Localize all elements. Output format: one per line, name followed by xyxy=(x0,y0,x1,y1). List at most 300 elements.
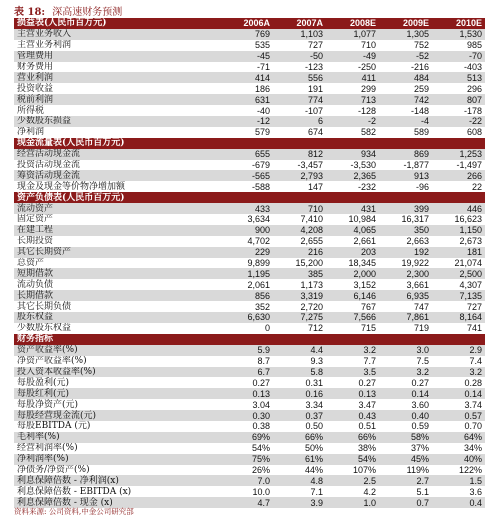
value-cell: 40% xyxy=(432,454,485,465)
value-cell: 774 xyxy=(273,94,326,105)
table-row xyxy=(14,105,485,116)
value-cell: 1,150 xyxy=(432,225,485,236)
value-cell: 3,152 xyxy=(326,279,379,290)
value-cell: 752 xyxy=(379,40,432,51)
row-label: 净利润率(%) xyxy=(14,454,220,465)
row-label: 主营业务利润 xyxy=(14,40,220,51)
value-cell: 7.1 xyxy=(273,486,326,497)
section-title: 资产负债表(人民币百万元) xyxy=(14,192,220,203)
value-cell: 10,984 xyxy=(326,214,379,225)
value-cell: 812 xyxy=(273,149,326,160)
value-cell: 61% xyxy=(273,454,326,465)
value-cell: 15,200 xyxy=(273,258,326,269)
row-label: 税前利润 xyxy=(14,94,220,105)
value-cell: 7.5 xyxy=(379,356,432,367)
value-cell: -250 xyxy=(326,62,379,73)
value-cell: -148 xyxy=(379,105,432,116)
value-cell: 122% xyxy=(432,465,485,476)
value-cell: -1,497 xyxy=(432,160,485,171)
table-row xyxy=(14,127,485,138)
value-cell: 2,663 xyxy=(379,236,432,247)
value-cell: 0.14 xyxy=(432,388,485,399)
table-row xyxy=(14,62,485,73)
value-cell: 2,061 xyxy=(220,279,273,290)
year-header: 2009E xyxy=(379,18,432,29)
value-cell: 3.47 xyxy=(326,399,379,410)
value-cell: 54% xyxy=(326,454,379,465)
value-cell: -70 xyxy=(432,51,485,62)
value-cell: 0.14 xyxy=(379,388,432,399)
empty-cell xyxy=(379,334,432,345)
value-cell: 0 xyxy=(220,323,273,334)
table-row xyxy=(14,247,485,258)
value-cell: 0.31 xyxy=(273,377,326,388)
value-cell: 2,720 xyxy=(273,301,326,312)
value-cell: 0.7 xyxy=(379,497,432,508)
table-row xyxy=(14,258,485,269)
value-cell: 767 xyxy=(326,301,379,312)
table-row xyxy=(14,432,485,443)
empty-cell xyxy=(432,334,485,345)
empty-cell xyxy=(379,192,432,203)
value-cell: 0.28 xyxy=(432,377,485,388)
value-cell: -12 xyxy=(220,116,273,127)
table-row xyxy=(14,301,485,312)
value-cell: 0.70 xyxy=(432,421,485,432)
value-cell: 4.8 xyxy=(273,475,326,486)
value-cell: 0.59 xyxy=(379,421,432,432)
value-cell: 3.2 xyxy=(432,367,485,378)
table-row xyxy=(14,421,485,432)
table-row xyxy=(14,225,485,236)
empty-cell xyxy=(432,192,485,203)
value-cell: -232 xyxy=(326,181,379,192)
empty-cell xyxy=(379,138,432,149)
row-label: 长期借款 xyxy=(14,290,220,301)
value-cell: 2.5 xyxy=(326,475,379,486)
value-cell: 6,146 xyxy=(326,290,379,301)
value-cell: 2,000 xyxy=(326,268,379,279)
row-label: 流动负债 xyxy=(14,279,220,290)
value-cell: 7,861 xyxy=(379,312,432,323)
value-cell: 3,634 xyxy=(220,214,273,225)
value-cell: -71 xyxy=(220,62,273,73)
empty-cell xyxy=(273,334,326,345)
value-cell: 1,103 xyxy=(273,29,326,40)
row-label: 其它长期资产 xyxy=(14,247,220,258)
table-row xyxy=(14,116,485,127)
value-cell: -128 xyxy=(326,105,379,116)
value-cell: 1,077 xyxy=(326,29,379,40)
value-cell: 4.2 xyxy=(326,486,379,497)
value-cell: 913 xyxy=(379,170,432,181)
value-cell: 21,074 xyxy=(432,258,485,269)
value-cell: 2,365 xyxy=(326,170,379,181)
value-cell: 0.30 xyxy=(220,410,273,421)
value-cell: 10.0 xyxy=(220,486,273,497)
row-label: 投入资本收益率(%) xyxy=(14,367,220,378)
table-title-label: 表 18: xyxy=(14,7,46,18)
value-cell: 22 xyxy=(432,181,485,192)
table-row xyxy=(14,279,485,290)
value-cell: 5.9 xyxy=(220,345,273,356)
row-label: 短期借款 xyxy=(14,268,220,279)
value-cell: 66% xyxy=(326,432,379,443)
value-cell: 0.27 xyxy=(220,377,273,388)
row-label: 在建工程 xyxy=(14,225,220,236)
empty-cell xyxy=(432,138,485,149)
table-row xyxy=(14,443,485,454)
row-label: 固定资产 xyxy=(14,214,220,225)
value-cell: 582 xyxy=(326,127,379,138)
value-cell: 107% xyxy=(326,465,379,476)
value-cell: 900 xyxy=(220,225,273,236)
value-cell: 869 xyxy=(379,149,432,160)
value-cell: 807 xyxy=(432,94,485,105)
value-cell: -52 xyxy=(379,51,432,62)
row-label: 利息保障倍数 - 现金 (x) xyxy=(14,497,220,508)
value-cell: 181 xyxy=(432,247,485,258)
section-header-row xyxy=(14,192,485,203)
value-cell: 7.7 xyxy=(326,356,379,367)
year-header: 2010E xyxy=(432,18,485,29)
value-cell: 631 xyxy=(220,94,273,105)
value-cell: 2.9 xyxy=(432,345,485,356)
value-cell: 0.4 xyxy=(432,497,485,508)
row-label: 每股净资产(元) xyxy=(14,399,220,410)
value-cell: 1,305 xyxy=(379,29,432,40)
value-cell: 579 xyxy=(220,127,273,138)
value-cell: 4,307 xyxy=(432,279,485,290)
row-label: 股东权益 xyxy=(14,312,220,323)
value-cell: 0.27 xyxy=(379,377,432,388)
table-row xyxy=(14,465,485,476)
value-cell: 26% xyxy=(220,465,273,476)
row-label: 投资收益 xyxy=(14,83,220,94)
row-label: 营业利润 xyxy=(14,72,220,83)
value-cell: -45 xyxy=(220,51,273,62)
value-cell: 7.0 xyxy=(220,475,273,486)
value-cell: 608 xyxy=(432,127,485,138)
table-row xyxy=(14,410,485,421)
value-cell: 2,673 xyxy=(432,236,485,247)
row-label: 管理费用 xyxy=(14,51,220,62)
value-cell: 2,661 xyxy=(326,236,379,247)
value-cell: 712 xyxy=(273,323,326,334)
section-header-row xyxy=(14,334,485,345)
table-row xyxy=(14,268,485,279)
value-cell: 727 xyxy=(432,301,485,312)
table-title-text: 深高速财务预测 xyxy=(52,7,123,18)
value-cell: 674 xyxy=(273,127,326,138)
row-label: 总资产 xyxy=(14,258,220,269)
value-cell: 1,253 xyxy=(432,149,485,160)
row-label: 每股盈利(元) xyxy=(14,377,220,388)
row-label: 资产收益率(%) xyxy=(14,345,220,356)
row-label: 经营利润率(%) xyxy=(14,443,220,454)
value-cell: 186 xyxy=(220,83,273,94)
value-cell: 741 xyxy=(432,323,485,334)
value-cell: 66% xyxy=(273,432,326,443)
value-cell: -4 xyxy=(379,116,432,127)
row-label: 少数股东权益 xyxy=(14,323,220,334)
table-row xyxy=(14,214,485,225)
value-cell: 0.38 xyxy=(220,421,273,432)
value-cell: 191 xyxy=(273,83,326,94)
value-cell: 710 xyxy=(273,203,326,214)
value-cell: 3.2 xyxy=(379,367,432,378)
value-cell: 484 xyxy=(379,72,432,83)
table-row xyxy=(14,29,485,40)
value-cell: 296 xyxy=(432,83,485,94)
value-cell: 3,319 xyxy=(273,290,326,301)
table-row xyxy=(14,72,485,83)
value-cell: 266 xyxy=(432,170,485,181)
value-cell: 50% xyxy=(273,443,326,454)
value-cell: 3,661 xyxy=(379,279,432,290)
row-label: 经营活动现金流 xyxy=(14,149,220,160)
value-cell: 1.0 xyxy=(326,497,379,508)
value-cell: 710 xyxy=(326,40,379,51)
empty-cell xyxy=(326,334,379,345)
row-label: 所得税 xyxy=(14,105,220,116)
section-header-row xyxy=(14,138,485,149)
value-cell: 556 xyxy=(273,72,326,83)
value-cell: 3.04 xyxy=(220,399,273,410)
value-cell: 3.5 xyxy=(326,367,379,378)
value-cell: 18,345 xyxy=(326,258,379,269)
value-cell: 0.37 xyxy=(273,410,326,421)
table-row xyxy=(14,312,485,323)
value-cell: 0.27 xyxy=(326,377,379,388)
table-row xyxy=(14,170,485,181)
section-header-row xyxy=(14,18,485,29)
value-cell: 7,275 xyxy=(273,312,326,323)
value-cell: -40 xyxy=(220,105,273,116)
value-cell: 9,899 xyxy=(220,258,273,269)
value-cell: 6,630 xyxy=(220,312,273,323)
value-cell: 8,164 xyxy=(432,312,485,323)
empty-cell xyxy=(220,138,273,149)
table-row xyxy=(14,290,485,301)
value-cell: 9.3 xyxy=(273,356,326,367)
value-cell: 719 xyxy=(379,323,432,334)
table-body xyxy=(14,18,485,508)
value-cell: -2 xyxy=(326,116,379,127)
value-cell: 0.51 xyxy=(326,421,379,432)
row-label: 毛利率(%) xyxy=(14,432,220,443)
value-cell: 119% xyxy=(379,465,432,476)
value-cell: 350 xyxy=(379,225,432,236)
value-cell: 44% xyxy=(273,465,326,476)
value-cell: 6.7 xyxy=(220,367,273,378)
value-cell: 38% xyxy=(326,443,379,454)
row-label: 筹资活动现金流 xyxy=(14,170,220,181)
value-cell: 34% xyxy=(432,443,485,454)
value-cell: 2,500 xyxy=(432,268,485,279)
row-label: 投资活动现金流 xyxy=(14,160,220,171)
value-cell: -96 xyxy=(379,181,432,192)
value-cell: 16,317 xyxy=(379,214,432,225)
value-cell: -107 xyxy=(273,105,326,116)
table-row xyxy=(14,475,485,486)
value-cell: 5.8 xyxy=(273,367,326,378)
section-title: 损益表(人民币百万元) xyxy=(14,18,220,29)
value-cell: 7.4 xyxy=(432,356,485,367)
table-title xyxy=(14,3,122,18)
value-cell: 3.74 xyxy=(432,399,485,410)
value-cell: 2,793 xyxy=(273,170,326,181)
value-cell: 713 xyxy=(326,94,379,105)
value-cell: 147 xyxy=(273,181,326,192)
value-cell: 19,922 xyxy=(379,258,432,269)
value-cell: 742 xyxy=(379,94,432,105)
value-cell: 535 xyxy=(220,40,273,51)
row-label: 流动资产 xyxy=(14,203,220,214)
value-cell: -3,457 xyxy=(273,160,326,171)
value-cell: 4.7 xyxy=(220,497,273,508)
value-cell: 985 xyxy=(432,40,485,51)
row-label: 每股红利(元) xyxy=(14,388,220,399)
table-row xyxy=(14,83,485,94)
value-cell: 64% xyxy=(432,432,485,443)
table-row xyxy=(14,149,485,160)
value-cell: 446 xyxy=(432,203,485,214)
value-cell: 4,065 xyxy=(326,225,379,236)
value-cell: 37% xyxy=(379,443,432,454)
value-cell: 589 xyxy=(379,127,432,138)
value-cell: 715 xyxy=(326,323,379,334)
value-cell: 0.57 xyxy=(432,410,485,421)
value-cell: 69% xyxy=(220,432,273,443)
table-row xyxy=(14,160,485,171)
table-row xyxy=(14,51,485,62)
value-cell: 747 xyxy=(379,301,432,312)
value-cell: 3.9 xyxy=(273,497,326,508)
value-cell: 0.50 xyxy=(273,421,326,432)
value-cell: 16,623 xyxy=(432,214,485,225)
value-cell: 0.16 xyxy=(273,388,326,399)
value-cell: 6,935 xyxy=(379,290,432,301)
row-label: 利息保障倍数 - 净利润(x) xyxy=(14,475,220,486)
source-note: 资料来源: 公司资料,中金公司研究部 xyxy=(14,507,134,516)
value-cell: 6 xyxy=(273,116,326,127)
table-row xyxy=(14,94,485,105)
row-label: 现金及现金等价物净增加额 xyxy=(14,181,220,192)
table-row xyxy=(14,356,485,367)
value-cell: 7,410 xyxy=(273,214,326,225)
row-label: 每股EBITDA (元) xyxy=(14,421,220,432)
table-row xyxy=(14,388,485,399)
value-cell: 727 xyxy=(273,40,326,51)
value-cell: -22 xyxy=(432,116,485,127)
financial-forecast-table xyxy=(14,18,485,508)
table-row xyxy=(14,236,485,247)
table-row xyxy=(14,399,485,410)
value-cell: -178 xyxy=(432,105,485,116)
value-cell: 2,655 xyxy=(273,236,326,247)
table-row xyxy=(14,323,485,334)
row-label: 其它长期负债 xyxy=(14,301,220,312)
value-cell: 1,173 xyxy=(273,279,326,290)
section-title: 财务指标 xyxy=(14,334,220,345)
value-cell: -50 xyxy=(273,51,326,62)
value-cell: -679 xyxy=(220,160,273,171)
table-row xyxy=(14,181,485,192)
value-cell: 216 xyxy=(273,247,326,258)
value-cell: 4,702 xyxy=(220,236,273,247)
empty-cell xyxy=(326,192,379,203)
value-cell: 7,135 xyxy=(432,290,485,301)
value-cell: -588 xyxy=(220,181,273,192)
year-header: 2007A xyxy=(273,18,326,29)
value-cell: 4.4 xyxy=(273,345,326,356)
value-cell: -49 xyxy=(326,51,379,62)
row-label: 净利润 xyxy=(14,127,220,138)
value-cell: 3.2 xyxy=(326,345,379,356)
empty-cell xyxy=(273,138,326,149)
value-cell: 1,530 xyxy=(432,29,485,40)
value-cell: -3,530 xyxy=(326,160,379,171)
row-label: 财务费用 xyxy=(14,62,220,73)
year-header: 2006A xyxy=(220,18,273,29)
row-label: 少数股东损益 xyxy=(14,116,220,127)
value-cell: 2,300 xyxy=(379,268,432,279)
value-cell: 2.7 xyxy=(379,475,432,486)
value-cell: 229 xyxy=(220,247,273,258)
table-row xyxy=(14,486,485,497)
value-cell: 203 xyxy=(326,247,379,258)
table-row xyxy=(14,345,485,356)
value-cell: 0.43 xyxy=(326,410,379,421)
value-cell: 769 xyxy=(220,29,273,40)
row-label: 净债务/净资产(%) xyxy=(14,465,220,476)
empty-cell xyxy=(273,192,326,203)
row-label: 主营业务收入 xyxy=(14,29,220,40)
value-cell: 4,208 xyxy=(273,225,326,236)
row-label: 长期投资 xyxy=(14,236,220,247)
value-cell: 3.0 xyxy=(379,345,432,356)
value-cell: 0.40 xyxy=(379,410,432,421)
table-row xyxy=(14,454,485,465)
table-row xyxy=(14,377,485,388)
value-cell: 3.6 xyxy=(432,486,485,497)
value-cell: -565 xyxy=(220,170,273,181)
value-cell: 0.13 xyxy=(326,388,379,399)
value-cell: 856 xyxy=(220,290,273,301)
empty-cell xyxy=(220,192,273,203)
table-row xyxy=(14,40,485,51)
value-cell: 414 xyxy=(220,72,273,83)
value-cell: 3.34 xyxy=(273,399,326,410)
empty-cell xyxy=(220,334,273,345)
value-cell: 431 xyxy=(326,203,379,214)
value-cell: 411 xyxy=(326,72,379,83)
value-cell: 75% xyxy=(220,454,273,465)
value-cell: 299 xyxy=(326,83,379,94)
value-cell: 5.1 xyxy=(379,486,432,497)
value-cell: 7,566 xyxy=(326,312,379,323)
value-cell: 58% xyxy=(379,432,432,443)
value-cell: 0.13 xyxy=(220,388,273,399)
table-row xyxy=(14,203,485,214)
value-cell: -123 xyxy=(273,62,326,73)
value-cell: 433 xyxy=(220,203,273,214)
value-cell: -216 xyxy=(379,62,432,73)
row-label: 净资产收益率(%) xyxy=(14,356,220,367)
empty-cell xyxy=(326,138,379,149)
value-cell: 1.5 xyxy=(432,475,485,486)
